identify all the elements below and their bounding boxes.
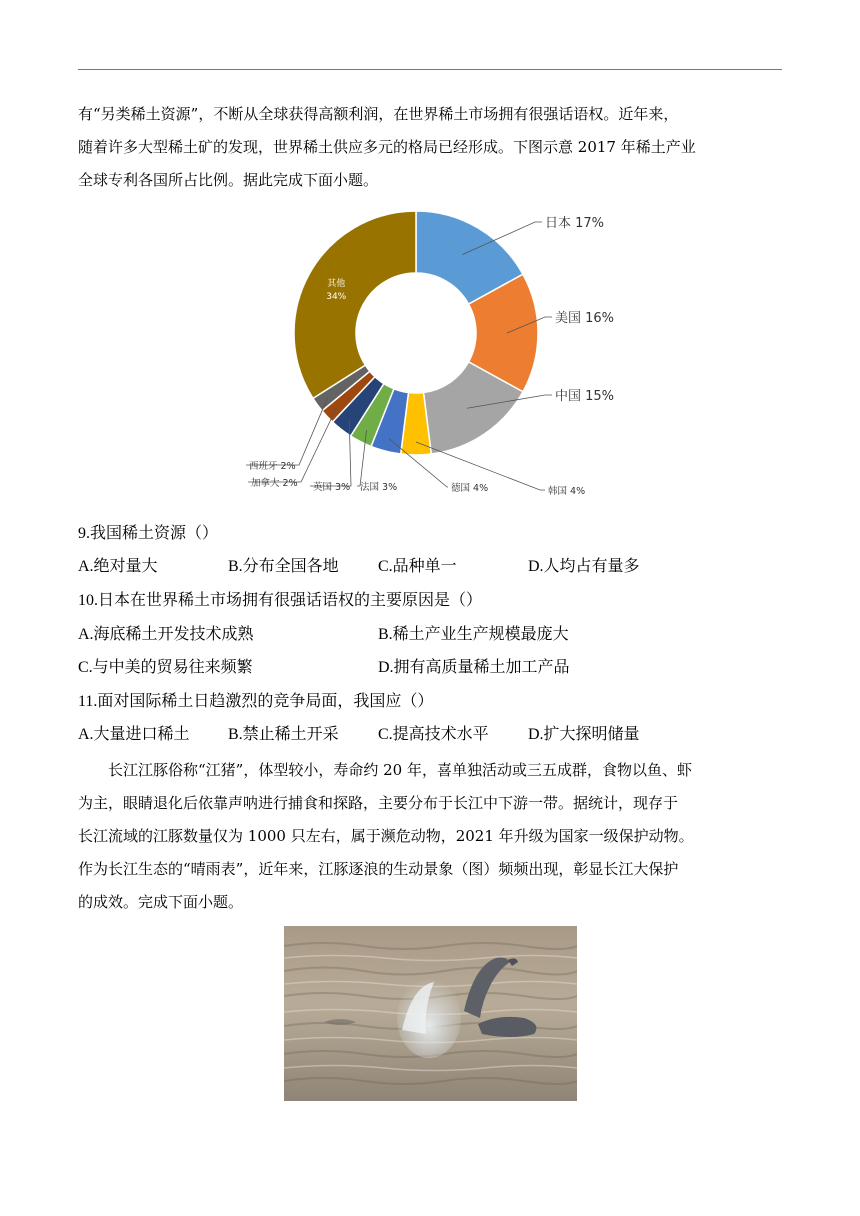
question-11-stem: 11.面对国际稀土日趋激烈的竞争局面，我国应（） xyxy=(78,693,434,710)
question-11-option-b: B.禁止稀土开采 xyxy=(228,726,339,743)
donut-slice-9 xyxy=(294,211,416,398)
question-9-option-b: B.分布全国各地 xyxy=(228,558,339,575)
porpoise-line: 为主，眼睛退化后依靠声呐进行捕食和探路，主要分布于长江中下游一带。据统计，现存于 xyxy=(78,794,679,812)
question-9-stem: 9.我国稀土资源（） xyxy=(78,525,219,542)
porpoise-line: 的成效。完成下面小题。 xyxy=(78,893,244,911)
porpoise-line: 长江流域的江豚数量仅为 1000 只左右，属于濒危动物，2021 年升级为国家一级保护动物。 xyxy=(78,827,694,845)
slice-label-7: 加拿大 2% xyxy=(251,478,298,489)
finless-porpoise-paragraph xyxy=(78,754,782,919)
slice-label-4: 德国 4% xyxy=(451,483,489,494)
finless-porpoise-photo xyxy=(284,926,577,1101)
slice-label-8: 西班牙 2% xyxy=(249,461,296,472)
leader-line-8 xyxy=(246,397,328,465)
question-11-option-a: A.大量进口稀土 xyxy=(78,726,190,743)
question-11-option-c: C.提高技术水平 xyxy=(378,726,489,743)
question-11-option-d: D.扩大探明储量 xyxy=(528,726,640,743)
question-9-option-d: D.人均占有量多 xyxy=(528,558,640,575)
header-rule xyxy=(78,69,782,70)
intro-paragraph xyxy=(78,98,782,197)
slice-label-6: 英国 3% xyxy=(313,482,351,493)
slice-label-0: 日本 17% xyxy=(545,216,605,231)
slice-label-9: 其他 xyxy=(327,279,346,290)
intro-line: 全球专利各国所占比例。据此完成下面小题。 xyxy=(78,171,379,189)
question-10-stem: 10.日本在世界稀土市场拥有很强话语权的主要原因是（） xyxy=(78,592,483,609)
question-10-option-a: A.海底稀土开发技术成熟 xyxy=(78,626,254,643)
slice-label-2: 中国 15% xyxy=(555,389,615,404)
question-10-option-d: D.拥有高质量稀土加工产品 xyxy=(378,659,570,676)
question-10-option-b: B.稀土产业生产规模最庞大 xyxy=(378,626,569,643)
patent-share-donut-chart xyxy=(240,205,660,505)
intro-line: 随着许多大型稀土矿的发现，世界稀土供应多元的格局已经形成。下图示意 2017 年稀土产业 xyxy=(78,138,696,156)
slice-label-5: 法国 3% xyxy=(360,482,398,493)
intro-line: 有“另类稀土资源”，不断从全球获得高额利润，在世界稀土市场拥有很强话语权。近年来， xyxy=(78,105,679,123)
porpoise-line: 作为长江生态的“晴雨表”，近年来，江豚逐浪的生动景象（图）频频出现，彰显长江大保护 xyxy=(78,860,679,878)
slice-value-9: 34% xyxy=(326,292,347,303)
question-9-option-c: C.品种单一 xyxy=(378,558,457,575)
question-9-option-a: A.绝对量大 xyxy=(78,558,158,575)
porpoise-line: 长江江豚俗称“江猪”，体型较小，寿命约 20 年，喜单独活动或三五成群，食物以鱼、虾 xyxy=(108,761,692,779)
slice-label-1: 美国 16% xyxy=(555,311,615,326)
question-10-option-c: C.与中美的贸易往来频繁 xyxy=(78,659,253,676)
slice-label-3: 韩国 4% xyxy=(548,486,586,497)
